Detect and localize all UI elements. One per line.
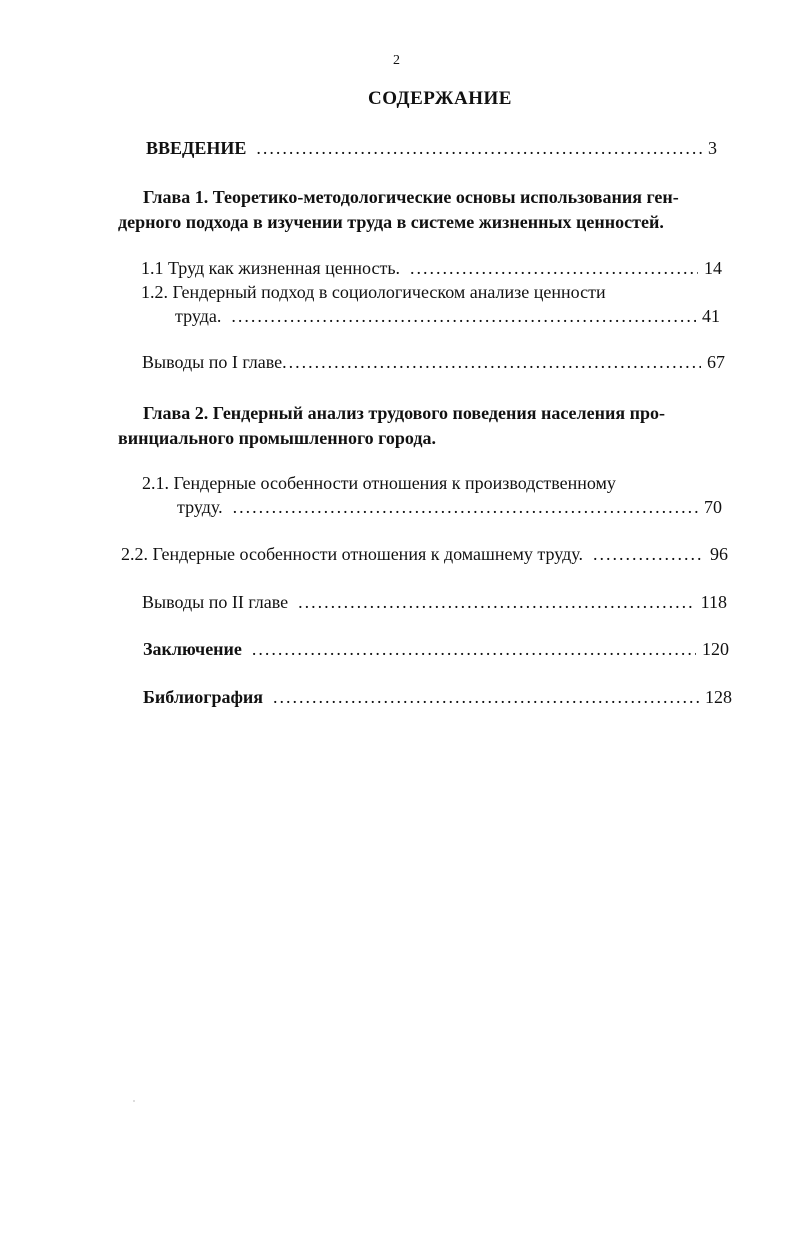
leader-dots bbox=[252, 637, 696, 661]
toc-entry-chapter-1-conclusions[interactable] bbox=[142, 350, 725, 374]
toc-entry-2-2[interactable] bbox=[121, 542, 728, 566]
chapter-heading-line: винциального промышленного города. bbox=[118, 428, 437, 448]
chapter-heading-line: Глава 1. Теоретико-методологические основы использования ген- bbox=[143, 187, 679, 207]
toc-entry-label: ВВЕДЕНИЕ bbox=[146, 138, 247, 158]
toc-entry-page: 41 bbox=[702, 306, 720, 326]
leader-dots bbox=[282, 350, 701, 374]
toc-entry-label: 1.2. Гендерный подход в социологическом анализе ценности bbox=[141, 282, 606, 302]
leader-dots bbox=[233, 495, 698, 519]
toc-entry-conclusion[interactable] bbox=[143, 637, 729, 661]
toc-entry-introduction[interactable] bbox=[146, 136, 717, 160]
toc-entry-page: 128 bbox=[705, 687, 732, 707]
chapter-heading-line: дерного подхода в изучении труда в системе жизненных ценностей. bbox=[118, 212, 664, 232]
leader-dots bbox=[273, 685, 699, 709]
toc-entry-label: труду. bbox=[177, 497, 223, 517]
toc-entry-2-1-line1[interactable] bbox=[142, 471, 723, 495]
scan-speck bbox=[133, 1100, 135, 1102]
toc-entry-page: 14 bbox=[704, 258, 722, 278]
toc-entry-label: 2.1. Гендерные особенности отношения к производственному bbox=[142, 473, 616, 493]
toc-entry-page: 118 bbox=[700, 592, 727, 612]
toc-entry-1-2-line2[interactable] bbox=[175, 304, 720, 328]
leader-dots bbox=[256, 136, 702, 160]
toc-entry-page: 67 bbox=[707, 352, 725, 372]
toc-entry-label: Заключение bbox=[143, 639, 242, 659]
toc-entry-chapter-2-conclusions[interactable] bbox=[142, 590, 727, 614]
chapter-1-heading[interactable] bbox=[118, 185, 738, 235]
toc-entry-2-1-line2[interactable] bbox=[177, 495, 722, 519]
leader-dots bbox=[231, 304, 696, 328]
leader-dots bbox=[410, 256, 698, 280]
toc-entry-label: 2.2. Гендерные особенности отношения к домашнему труду. bbox=[121, 544, 583, 564]
toc-entry-bibliography[interactable] bbox=[143, 685, 732, 709]
leader-dots bbox=[298, 590, 695, 614]
toc-entry-label: 1.1 Труд как жизненная ценность. bbox=[141, 258, 401, 278]
chapter-2-heading[interactable] bbox=[118, 401, 738, 451]
toc-entry-page: 96 bbox=[710, 544, 728, 564]
toc-entry-label: Выводы по I главе bbox=[142, 352, 283, 372]
toc-entry-label: труда. bbox=[175, 306, 222, 326]
toc-entry-1-1[interactable] bbox=[141, 256, 722, 280]
toc-entry-page: 120 bbox=[702, 639, 729, 659]
toc-entry-label: Библиография bbox=[143, 687, 264, 707]
toc-entry-1-2-line1[interactable] bbox=[141, 280, 722, 304]
leader-dots bbox=[593, 542, 704, 566]
page-title: СОДЕРЖАНИЕ bbox=[368, 88, 512, 109]
page-number: 2 bbox=[393, 53, 400, 68]
toc-entry-page: 70 bbox=[704, 497, 722, 517]
toc-entry-page: 3 bbox=[708, 138, 717, 158]
chapter-heading-line: Глава 2. Гендерный анализ трудового поведения населения про- bbox=[143, 403, 665, 423]
toc-entry-label: Выводы по II главе bbox=[142, 592, 289, 612]
